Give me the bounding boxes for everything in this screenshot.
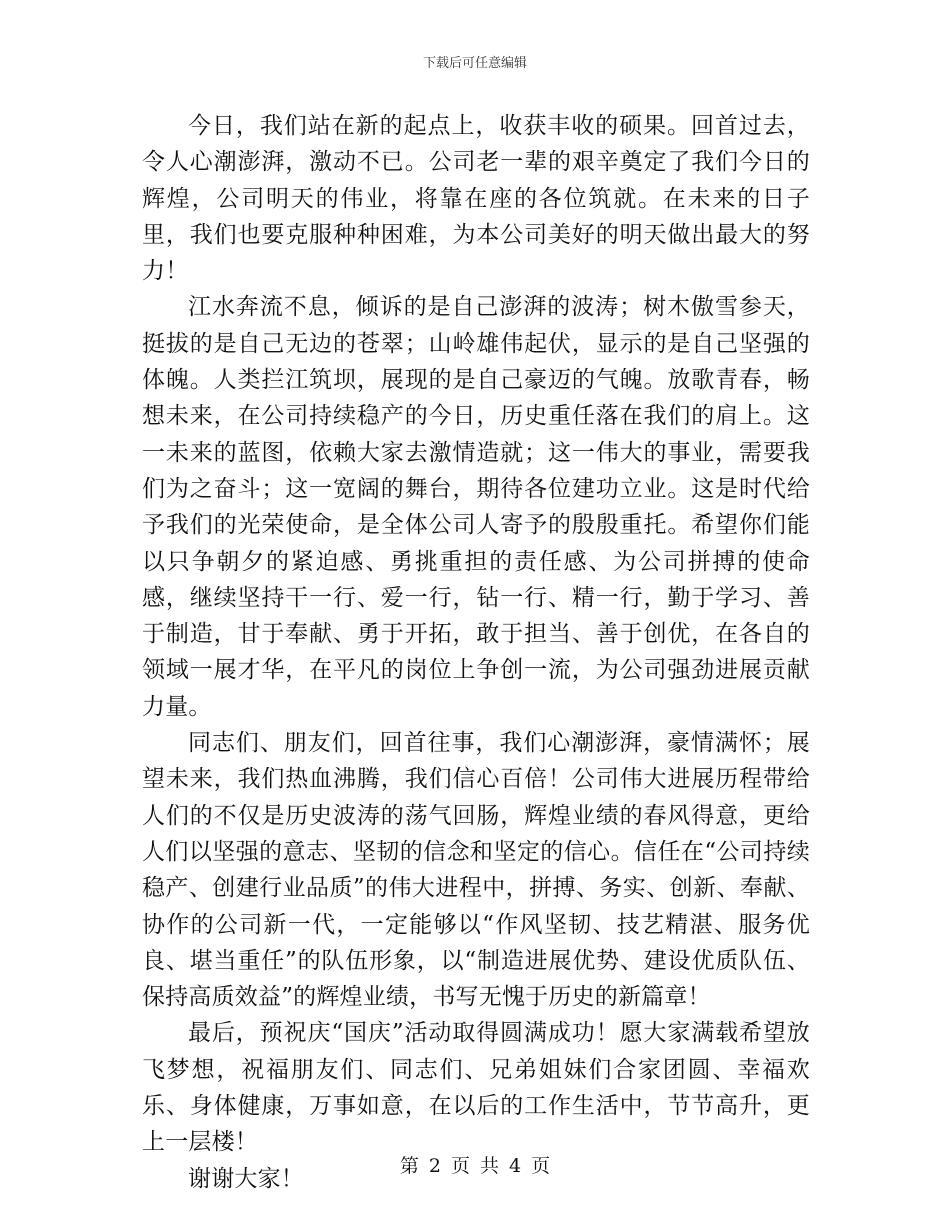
page-header: 下载后可任意编辑 [422, 56, 527, 71]
document-body [142, 108, 810, 1197]
paragraph-2: 江水奔流不息，倾诉的是自己澎湃的波涛；树木傲雪参天，挺拔的是自己无边的苍翠；山岭雄伟起伏，显示的是自己坚强的体魄。人类拦江筑坝，展现的是自己豪迈的气魄。放歌青春，畅想未来，在公司持续稳产的今日，历史重任落在我们的肩上。这一未来的蓝图，依赖大家去激情造就；这一伟大的事业，需要我们为之奋斗；这一宽阔的舞台，期待各位建功立业。这是时代给予我们的光荣使命，是全体公司人寄予的殷殷重托。希望你们能以只争朝夕的紧迫感、勇挑重担的责任感、为公司拼搏的使命感，继续坚持干一行、爱一行，钻一行、精一行，勤于学习、善于制造，甘于奉献、勇于开拓，敢于担当、善于创优，在各自的领域一展才华，在平凡的岗位上争创一流，为公司强劲进展贡献力量。 [142, 294, 810, 720]
paragraph-4: 最后，预祝庆“国庆”活动取得圆满成功！愿大家满载希望放飞梦想，祝福朋友们、同志们、兄弟姐妹们合家团圆、幸福欢乐、身体健康，万事如意，在以后的工作生活中，节节高升，更上一层楼！ [142, 1020, 810, 1156]
paragraph-5: 谢谢大家！ [188, 1165, 304, 1192]
page-number-footer: 第 2 页 共 4 页 [399, 1155, 551, 1177]
paragraph-1: 今日，我们站在新的起点上，收获丰收的硕果。回首过去，令人心潮澎湃，激动不已。公司老一辈的艰辛奠定了我们今日的辉煌，公司明天的伟业，将靠在座的各位筑就。在未来的日子里，我们也要克服种种困难，为本公司美好的明天做出最大的努力！ [142, 113, 810, 285]
paragraph-3: 同志们、朋友们，回首往事，我们心潮澎湃，豪情满怀；展望未来，我们热血沸腾，我们信心百倍！公司伟大进展历程带给人们的不仅是历史波涛的荡气回肠，辉煌业绩的春风得意，更给人们以坚强的意志、坚韧的信念和坚定的信心。信任在“公司持续稳产、创建行业品质”的伟大进程中，拼搏、务实、创新、奉献、协作的公司新一代，一定能够以“作风坚韧、技艺精湛、服务优良、堪当重任”的队伍形象，以“制造进展优势、建设优质队伍、保持高质效益”的辉煌业绩，书写无愧于历史的新篇章！ [142, 730, 810, 1011]
